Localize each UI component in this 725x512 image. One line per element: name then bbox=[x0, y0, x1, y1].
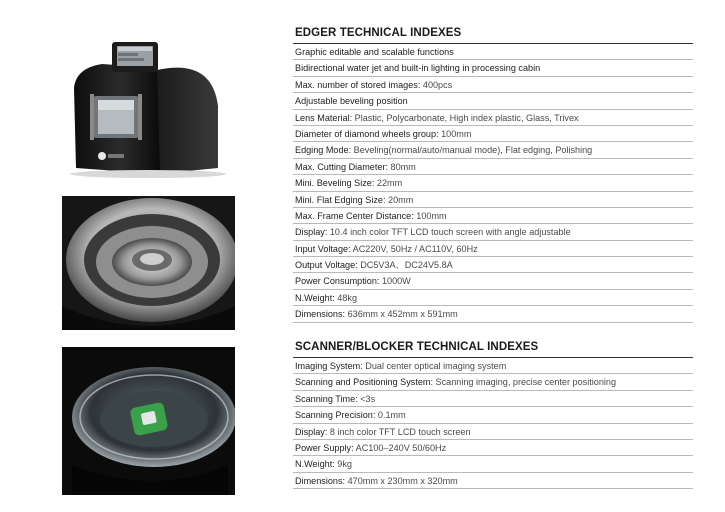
spec-value: 8 inch color TFT LCD touch screen bbox=[327, 426, 471, 437]
spec-label: Output Voltage: bbox=[295, 260, 358, 271]
spec-label: Power Consumption: bbox=[295, 276, 380, 287]
spec-label: Bidirectional water jet and built-in lighting in processing cabin bbox=[295, 63, 541, 74]
spec-row bbox=[293, 93, 693, 109]
spec-row bbox=[293, 440, 693, 456]
spec-label: Edging Mode: bbox=[295, 145, 352, 156]
spec-value: AC220V, 50Hz / AC110V, 60Hz bbox=[350, 243, 478, 254]
spec-value: Beveling(normal/auto/manual mode), Flat edging, Polishing bbox=[351, 145, 593, 156]
spec-label: Scanning Precision: bbox=[295, 410, 376, 421]
spec-row bbox=[293, 374, 693, 390]
spec-row bbox=[293, 241, 693, 257]
edger-spec-rows bbox=[293, 44, 693, 323]
spec-label: Max. Frame Center Distance: bbox=[295, 210, 414, 221]
spec-row bbox=[293, 273, 693, 289]
spec-row bbox=[293, 192, 693, 208]
spec-row bbox=[293, 306, 693, 322]
spec-value: 100mm bbox=[413, 210, 447, 221]
spec-row bbox=[293, 358, 693, 374]
spec-value: <3s bbox=[357, 393, 376, 404]
spec-row bbox=[293, 77, 693, 93]
spec-value: 10.4 inch color TFT LCD touch screen with angle adjustable bbox=[327, 227, 571, 238]
spec-row bbox=[293, 290, 693, 306]
scanner-section-title: SCANNER/BLOCKER TECHNICAL INDEXES bbox=[293, 338, 693, 358]
spec-row bbox=[293, 473, 693, 489]
spec-row bbox=[293, 159, 693, 175]
spec-row bbox=[293, 142, 693, 158]
diamond-wheel-closeup-photo bbox=[62, 196, 235, 330]
spec-value: 48kg bbox=[334, 292, 358, 303]
spec-row bbox=[293, 224, 693, 240]
spec-value: AC100–240V 50/60Hz bbox=[353, 442, 447, 453]
edger-machine-photo bbox=[62, 28, 238, 180]
spec-label: N.Weight: bbox=[295, 292, 335, 303]
spec-row bbox=[293, 175, 693, 191]
spec-value: 20mm bbox=[385, 194, 414, 205]
spec-value: 636mm x 452mm x 591mm bbox=[345, 309, 458, 320]
spec-label: Max. Cutting Diameter: bbox=[295, 161, 388, 172]
spec-row bbox=[293, 257, 693, 273]
spec-value: 22mm bbox=[374, 178, 403, 189]
spec-label: Display: bbox=[295, 426, 328, 437]
scanner-spec-rows bbox=[293, 358, 693, 489]
spec-value: 100mm bbox=[438, 128, 472, 139]
spec-row bbox=[293, 391, 693, 407]
spec-value: Plastic, Polycarbonate, High index plastic, Glass, Trivex bbox=[352, 112, 579, 123]
spec-value: Scanning imaging, precise center positioning bbox=[433, 377, 617, 388]
spec-row bbox=[293, 110, 693, 126]
spec-value: 400pcs bbox=[420, 79, 453, 90]
spec-value: 1000W bbox=[379, 276, 411, 287]
spec-label: Mini. Beveling Size: bbox=[295, 178, 375, 189]
spec-row bbox=[293, 407, 693, 423]
spec-value: 80mm bbox=[388, 161, 416, 172]
edger-spec-table bbox=[293, 24, 693, 323]
spec-row bbox=[293, 126, 693, 142]
spec-label: Input Voltage: bbox=[295, 243, 351, 254]
spec-value: 470mm x 230mm x 320mm bbox=[345, 475, 458, 486]
spec-label: Scanning Time: bbox=[295, 393, 358, 404]
spec-row bbox=[293, 456, 693, 472]
spec-value: DC5V3A、DC24V5.8A bbox=[357, 260, 453, 271]
spec-label: N.Weight: bbox=[295, 459, 335, 470]
spec-value: 9kg bbox=[334, 459, 352, 470]
spec-label: Lens Material: bbox=[295, 112, 353, 123]
spec-label: Display: bbox=[295, 227, 328, 238]
spec-row bbox=[293, 60, 693, 76]
spec-row bbox=[293, 44, 693, 60]
spec-label: Mini. Flat Edging Size: bbox=[295, 194, 386, 205]
spec-value: 0.1mm bbox=[375, 410, 406, 421]
spec-label: Adjustable beveling position bbox=[295, 96, 408, 107]
scanner-spec-table bbox=[293, 338, 693, 489]
spec-label: Dimensions: bbox=[295, 309, 346, 320]
spec-value: Dual center optical imaging system bbox=[362, 361, 507, 371]
scanner-blocker-closeup-photo bbox=[62, 347, 235, 495]
spec-label: Max. number of stored images: bbox=[295, 79, 421, 90]
spec-label: Graphic editable and scalable functions bbox=[295, 47, 454, 57]
spec-label: Diameter of diamond wheels group: bbox=[295, 128, 439, 139]
edger-section-title: EDGER TECHNICAL INDEXES bbox=[293, 24, 693, 44]
spec-label: Power Supply: bbox=[295, 442, 354, 453]
spec-row bbox=[293, 424, 693, 440]
spec-label: Imaging System: bbox=[295, 361, 363, 371]
spec-label: Scanning and Positioning System: bbox=[295, 377, 434, 388]
spec-label: Dimensions: bbox=[295, 475, 346, 486]
spec-row bbox=[293, 208, 693, 224]
